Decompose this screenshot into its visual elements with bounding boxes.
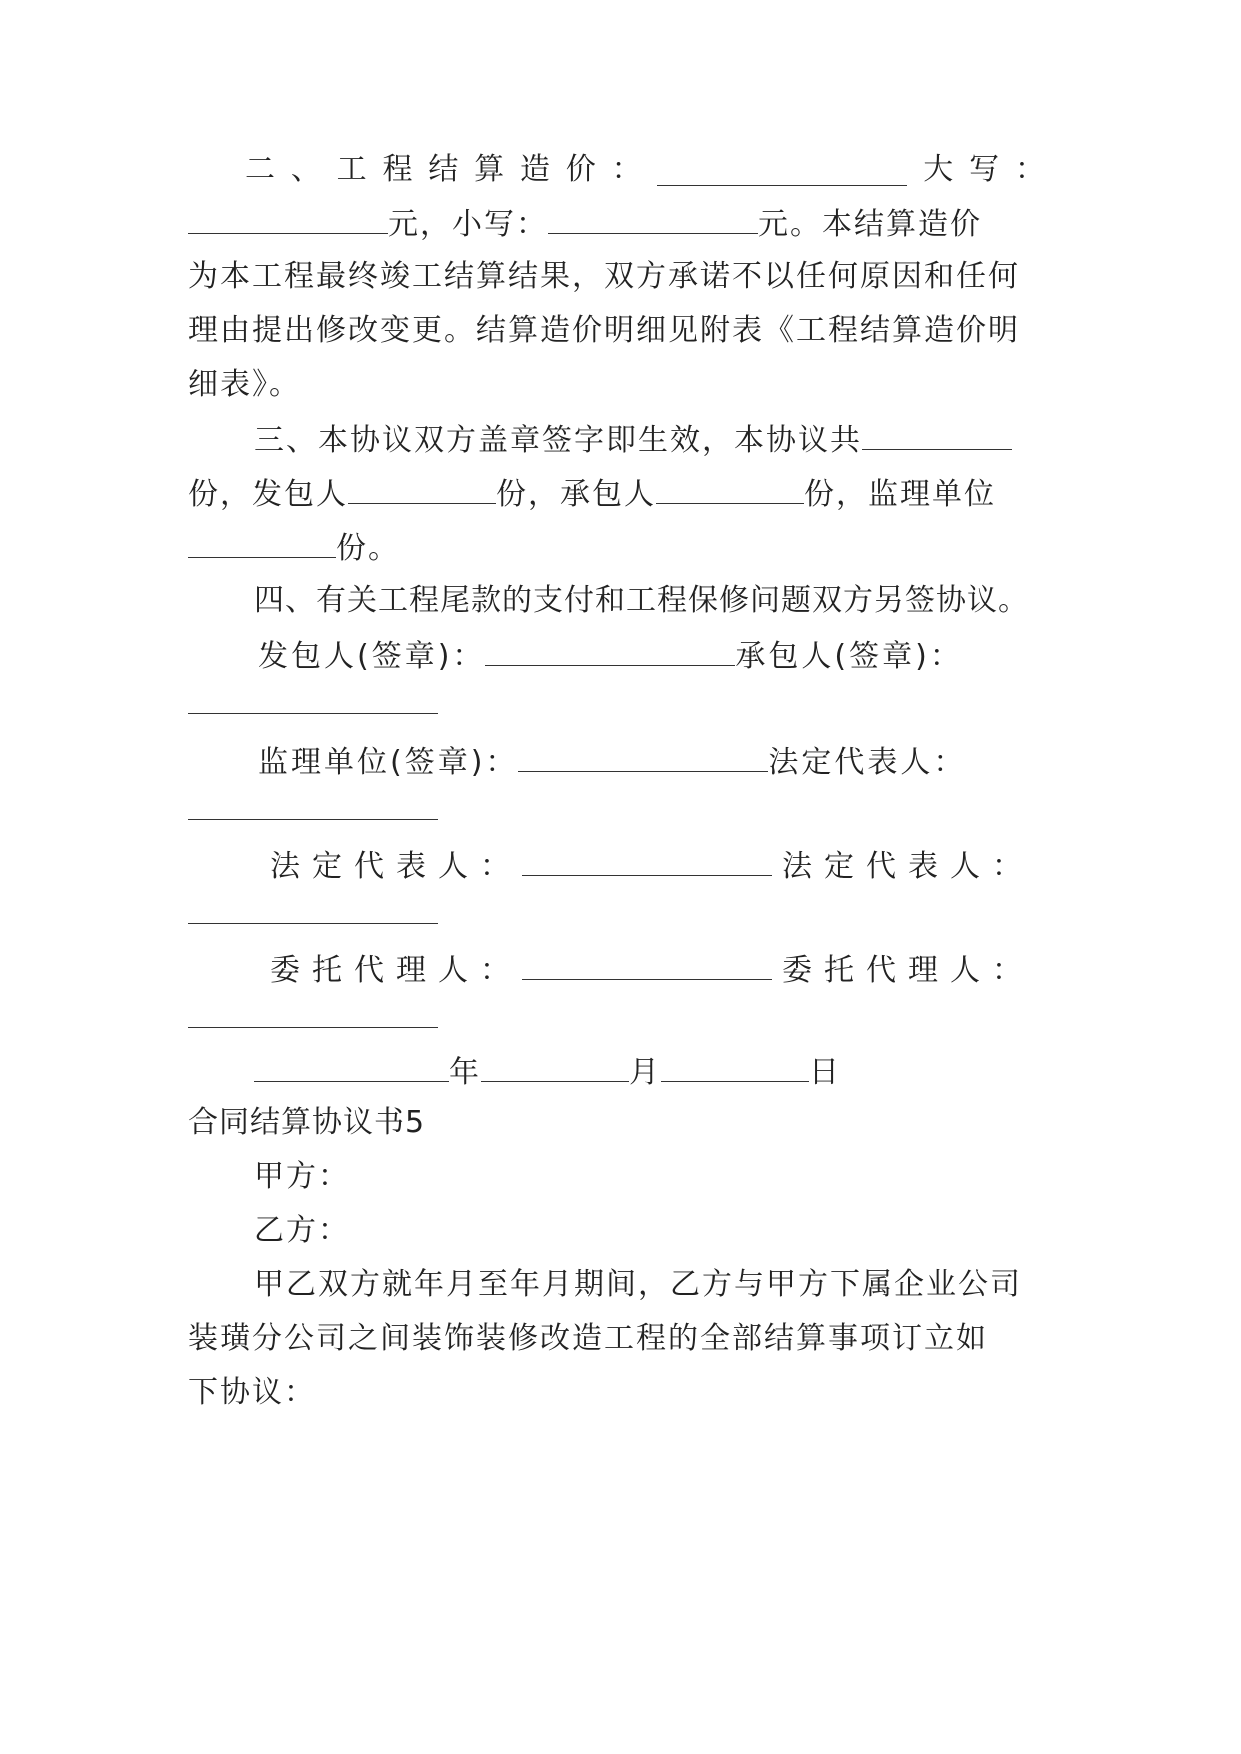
section3-line3 (188, 527, 1046, 567)
contractor-copies-blank[interactable] (656, 473, 804, 504)
contractor-signature-blank[interactable] (188, 683, 438, 714)
section4-line1: 四、有关工程尾款的支付和工程保修问题双方另签协议。 (254, 583, 1029, 618)
section2-line2-seg2: 元。本结算造价 (758, 207, 982, 242)
section3-line2 (188, 473, 1046, 513)
party-b-label: 乙方： (254, 1213, 350, 1248)
legal-rep-right-blank[interactable] (188, 893, 438, 924)
supervisor-label: 监理单位(签章)： (258, 745, 519, 780)
section3-line2-a: 份，发包人 (188, 477, 348, 512)
supervisor-signature-blank[interactable] (518, 741, 768, 772)
contractor-signature-line (188, 683, 1046, 723)
legal-rep-label: 法定代表人： (768, 745, 967, 780)
section2-line2-seg1: 元，小写： (388, 207, 548, 242)
section3-line3-text: 份。 (336, 531, 400, 566)
legal-rep-right-signature-line (188, 893, 1046, 933)
contractor-label: 承包人(签章)： (735, 639, 963, 674)
section3-line1-text: 三、本协议双方盖章签字即生效，本协议共 (254, 423, 862, 458)
section2-line3: 为本工程最终竣工结算结果，双方承诺不以任何原因和任何 (188, 259, 1020, 294)
char: 结 (428, 152, 459, 187)
signature-row-supervisor (258, 741, 1046, 781)
year-blank[interactable] (254, 1051, 449, 1082)
date-line (254, 1051, 1046, 1091)
char: 工 (336, 152, 367, 187)
party-a-label: 甲方： (254, 1159, 350, 1194)
section3-line2-c: 份，监理单位 (804, 477, 996, 512)
legal-rep-left-label: 法定代表人： (270, 849, 522, 884)
employer-copies-blank[interactable] (348, 473, 496, 504)
char: 程 (382, 152, 413, 187)
copies-total-blank[interactable] (862, 419, 1012, 450)
agent-left-blank[interactable] (522, 949, 772, 980)
doc5-title: 合同结算协议书5 (188, 1105, 426, 1140)
agent-right-blank[interactable] (188, 997, 438, 1028)
agent-left-label: 委托代理人： (270, 953, 522, 988)
char: 价 (565, 152, 596, 187)
employer-signature-blank[interactable] (485, 635, 735, 666)
day-blank[interactable] (661, 1051, 809, 1082)
char: 算 (474, 152, 505, 187)
signature-row-legal-rep (270, 845, 1046, 885)
char: 写 (969, 152, 1000, 187)
section2-line5: 细表》。 (188, 367, 301, 402)
employer-label: 发包人(签章)： (258, 639, 486, 674)
doc5-intro-line1: 甲乙双方就年月至年月期间，乙方与甲方下属企业公司 (254, 1267, 1022, 1302)
month-label: 月 (629, 1055, 661, 1090)
legal-rep-right-label: 法定代表人： (782, 849, 1034, 884)
legal-rep-signature-blank[interactable] (188, 789, 438, 820)
section3-line1 (254, 419, 1046, 459)
doc5-intro-line2: 装璜分公司之间装饰装修改造工程的全部结算事项订立如 (188, 1321, 988, 1356)
agent-right-label: 委托代理人： (782, 953, 1034, 988)
signature-row-employer (258, 635, 1046, 675)
agent-right-signature-line (188, 997, 1046, 1037)
legal-rep-left-blank[interactable] (522, 845, 772, 876)
supervisor-copies-blank[interactable] (188, 527, 336, 558)
section2-line1 (245, 150, 1045, 190)
char: 、 (290, 152, 321, 187)
price-blank[interactable] (657, 155, 907, 186)
char: 造 (519, 152, 550, 187)
year-label: 年 (449, 1055, 481, 1090)
char: 大 (923, 152, 954, 187)
section3-line2-b: 份，承包人 (496, 477, 656, 512)
day-label: 日 (809, 1055, 841, 1090)
legal-rep-signature-line (188, 789, 1046, 829)
section2-line4: 理由提出修改变更。结算造价明细见附表《工程结算造价明 (188, 313, 1020, 348)
doc5-intro-line3: 下协议： (188, 1375, 316, 1410)
char: 二 (245, 152, 275, 187)
char: ： (611, 152, 642, 187)
uppercase-amount-blank[interactable] (188, 203, 388, 234)
month-blank[interactable] (481, 1051, 629, 1082)
char: ： (1014, 152, 1045, 187)
lowercase-amount-blank[interactable] (548, 203, 758, 234)
signature-row-agent (270, 949, 1046, 989)
section2-line2 (188, 203, 1046, 243)
